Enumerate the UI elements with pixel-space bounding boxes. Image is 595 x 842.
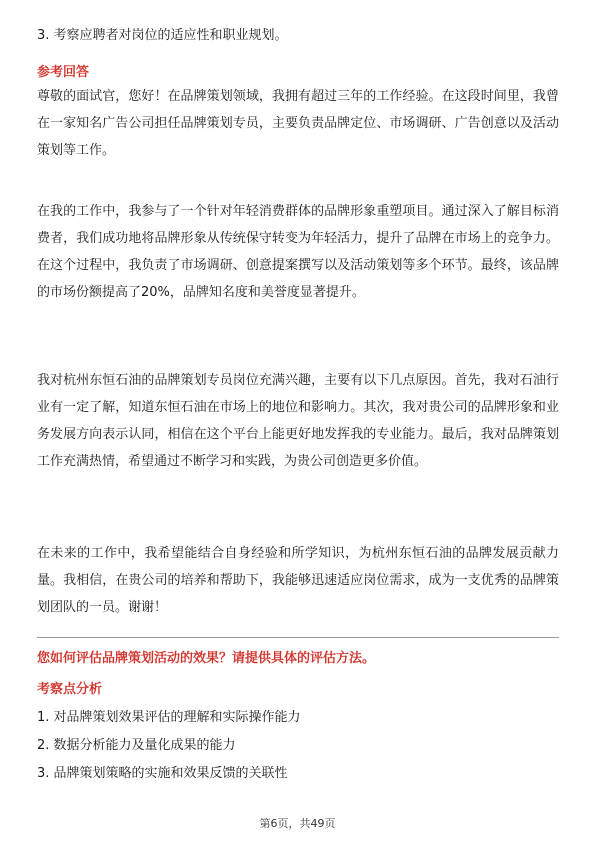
question-heading: 您如何评估品牌策划活动的效果？请提供具体的评估方法。 (37, 651, 376, 666)
analysis-item-3: 3. 品牌策划策略的实施和效果反馈的关联性 (37, 766, 288, 781)
answer-paragraph-2: 在我的工作中，我参与了一个针对年轻消费群体的品牌形象重塑项目。通过深入了解目标消费者，我们成功地将品牌形象从传统保守转变为年轻活力，提升了品牌在市场上的竞争力。在这个过程中，我负责了市场调研、创意提案撰写以及活动策划等多个环节。最终，该品牌的市场份额提高了20%，品牌知名度和美誉度显著提升。 (37, 204, 559, 300)
reference-answer-label: 参考回答 (37, 65, 90, 80)
analysis-label: 考察点分析 (37, 682, 103, 697)
answer-paragraph-4: 在未来的工作中，我希望能结合自身经验和所学知识，为杭州东恒石油的品牌发展贡献力量。我相信，在贵公司的培养和帮助下，我能够迅速适应岗位需求，成为一支优秀的品牌策划团队的一员。谢谢！ (37, 546, 559, 615)
section-divider (37, 637, 559, 638)
analysis-item-1: 1. 对品牌策划效果评估的理解和实际操作能力 (37, 710, 301, 725)
analysis-item-2: 2. 数据分析能力及量化成果的能力 (37, 738, 236, 753)
prior-question-item: 3. 考察应聘者对岗位的适应性和职业规划。 (37, 28, 288, 43)
answer-paragraph-1: 尊敬的面试官，您好！在品牌策划领域，我拥有超过三年的工作经验。在这段时间里，我曾在一家知名广告公司担任品牌策划专员，主要负责品牌定位、市场调研、广告创意以及活动策划等工作。 (37, 89, 559, 158)
answer-paragraph-3: 我对杭州东恒石油的品牌策划专员岗位充满兴趣，主要有以下几点原因。首先，我对石油行业有一定了解，知道东恒石油在市场上的地位和影响力。其次，我对贵公司的品牌形象和业务发展方向表示认同，相信在这个平台上能更好地发挥我的专业能力。最后，我对品牌策划工作充满热情，希望通过不断学习和实践，为贵公司创造更多价值。 (37, 373, 559, 469)
page-footer: 第6页，共49页 (259, 817, 336, 830)
